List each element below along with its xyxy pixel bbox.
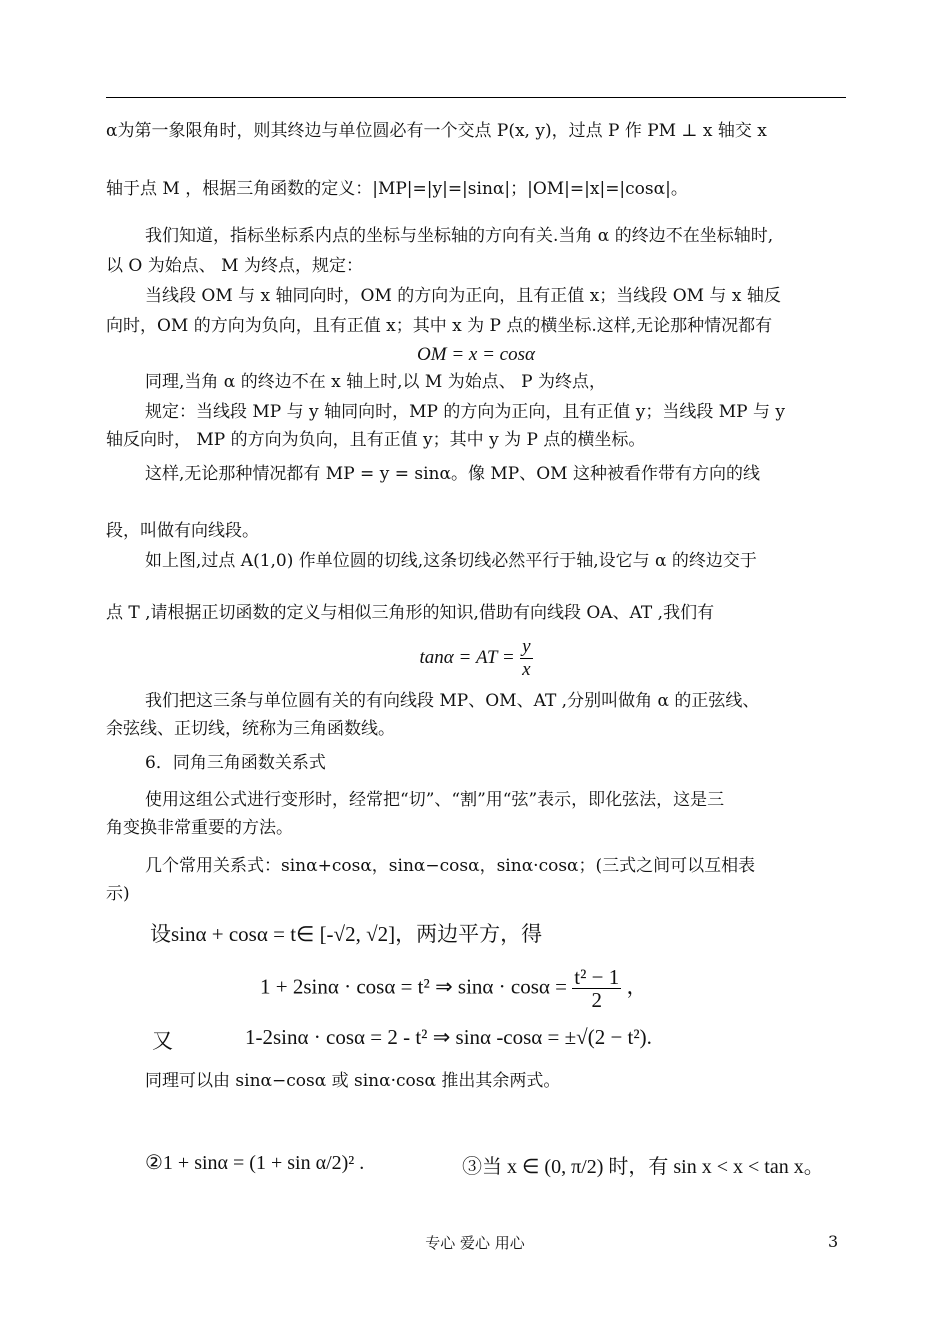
text-line-17: 余弦线、正切线，统称为三角函数线。 (106, 719, 395, 739)
page-number: 3 (828, 1232, 839, 1251)
text-line-9: 规定：当线段 MP 与 y 轴同向时，MP 的方向为正向，且有正值 y；当线段 MP 与 y (145, 402, 785, 422)
text-line-20: 角变换非常重要的方法。 (106, 818, 293, 838)
text-line-14: 点 T ,请根据正切函数的定义与相似三角形的知识,借助有向线段 OA、AT ,我们有 (106, 603, 715, 623)
text-line-8: 同理,当角 α 的终边不在 x 轴上时,以 M 为始点、 P 为终点， (145, 372, 606, 392)
formula-square (260, 966, 648, 1011)
text-line-12: 段，叫做有向线段。 (106, 521, 259, 541)
formula-set-t: 设sinα + cosα = t∈ [-√2, √2]，两边平方，得 (150, 922, 543, 946)
formula-item-2: ②1 + sinα = (1 + sin α/2)² . (145, 1152, 365, 1174)
formula-tan-lhs: tanα = AT = (419, 647, 515, 668)
fraction-numerator: y (522, 636, 531, 657)
text-line-5: 当线段 OM 与 x 轴同向时，OM 的方向为正向，且有正值 x；当线段 OM 与 x 轴反 (145, 286, 781, 306)
text-line-21: 几个常用关系式：sinα+cosα，sinα−cosα，sinα·cosα；(三式之间可以互相表 (145, 856, 756, 876)
formula-tan-fraction (520, 636, 532, 681)
formula-item-3: ③当 x ∈ (0, π/2) 时，有 sin x < x < tan x。 (462, 1156, 824, 1178)
text-line-22: 示) (106, 884, 130, 904)
text-line-19: 使用这组公式进行变形时，经常把“切”、“割”用“弦”表示，即化弦法，这是三 (145, 790, 725, 810)
formula-square-lhs: 1 + 2sinα · cosα = t² ⇒ sinα · cosα = (260, 974, 568, 999)
text-line-26: 同理可以由 sinα−cosα 或 sinα·cosα 推出其余两式。 (145, 1071, 561, 1091)
formula-square-tail: ， (626, 974, 648, 999)
text-line-10: 轴反向时， MP 的方向为负向，且有正值 y；其中 y 为 P 点的横坐标。 (106, 430, 646, 450)
text-line-2: 轴于点 M ，根据三角函数的定义：|MP|=|y|=|sinα|；|OM|=|x|=|cosα|。 (106, 179, 688, 199)
fraction-denominator: x (522, 659, 531, 680)
formula-square-fraction (572, 966, 621, 1011)
formula-also-prefix: 又 (152, 1029, 173, 1053)
fraction-denominator: 2 (591, 988, 602, 1012)
formula-tan (106, 636, 846, 681)
text-line-11: 这样,无论那种情况都有 MP = y = sinα。像 MP、OM 这种被看作带有方向的线 (145, 464, 760, 484)
page-footer: 专心 爱心 用心 (425, 1234, 525, 1252)
text-line-16: 我们把这三条与单位圆有关的有向线段 MP、OM、AT ,分别叫做角 α 的正弦线、 (145, 691, 760, 711)
formula-cos: OM = x = cosα (417, 344, 535, 365)
text-line-3: 我们知道，指标坐标系内点的坐标与坐标轴的方向有关.当角 α 的终边不在坐标轴时, (145, 226, 774, 246)
formula-difference: 1-2sinα · cosα = 2 - t² ⇒ sinα -cosα = ±√(2 − t²). (245, 1025, 652, 1049)
text-line-13: 如上图,过点 A(1,0) 作单位圆的切线,这条切线必然平行于轴,设它与 α 的终边交于 (145, 551, 757, 571)
section-heading: 6．同角三角函数关系式 (145, 753, 326, 773)
text-line-4: 以 O 为始点、 M 为终点，规定： (106, 256, 363, 276)
text-line-6: 向时，OM 的方向为负向，且有正值 x；其中 x 为 P 点的横坐标.这样,无论那种情况都有 (106, 316, 773, 336)
header-rule (106, 97, 846, 98)
fraction-numerator: t² − 1 (574, 965, 620, 989)
text-line-1: α为第一象限角时，则其终边与单位圆必有一个交点 P(x, y)，过点 P 作 PM ⊥ x 轴交 x (106, 121, 767, 141)
